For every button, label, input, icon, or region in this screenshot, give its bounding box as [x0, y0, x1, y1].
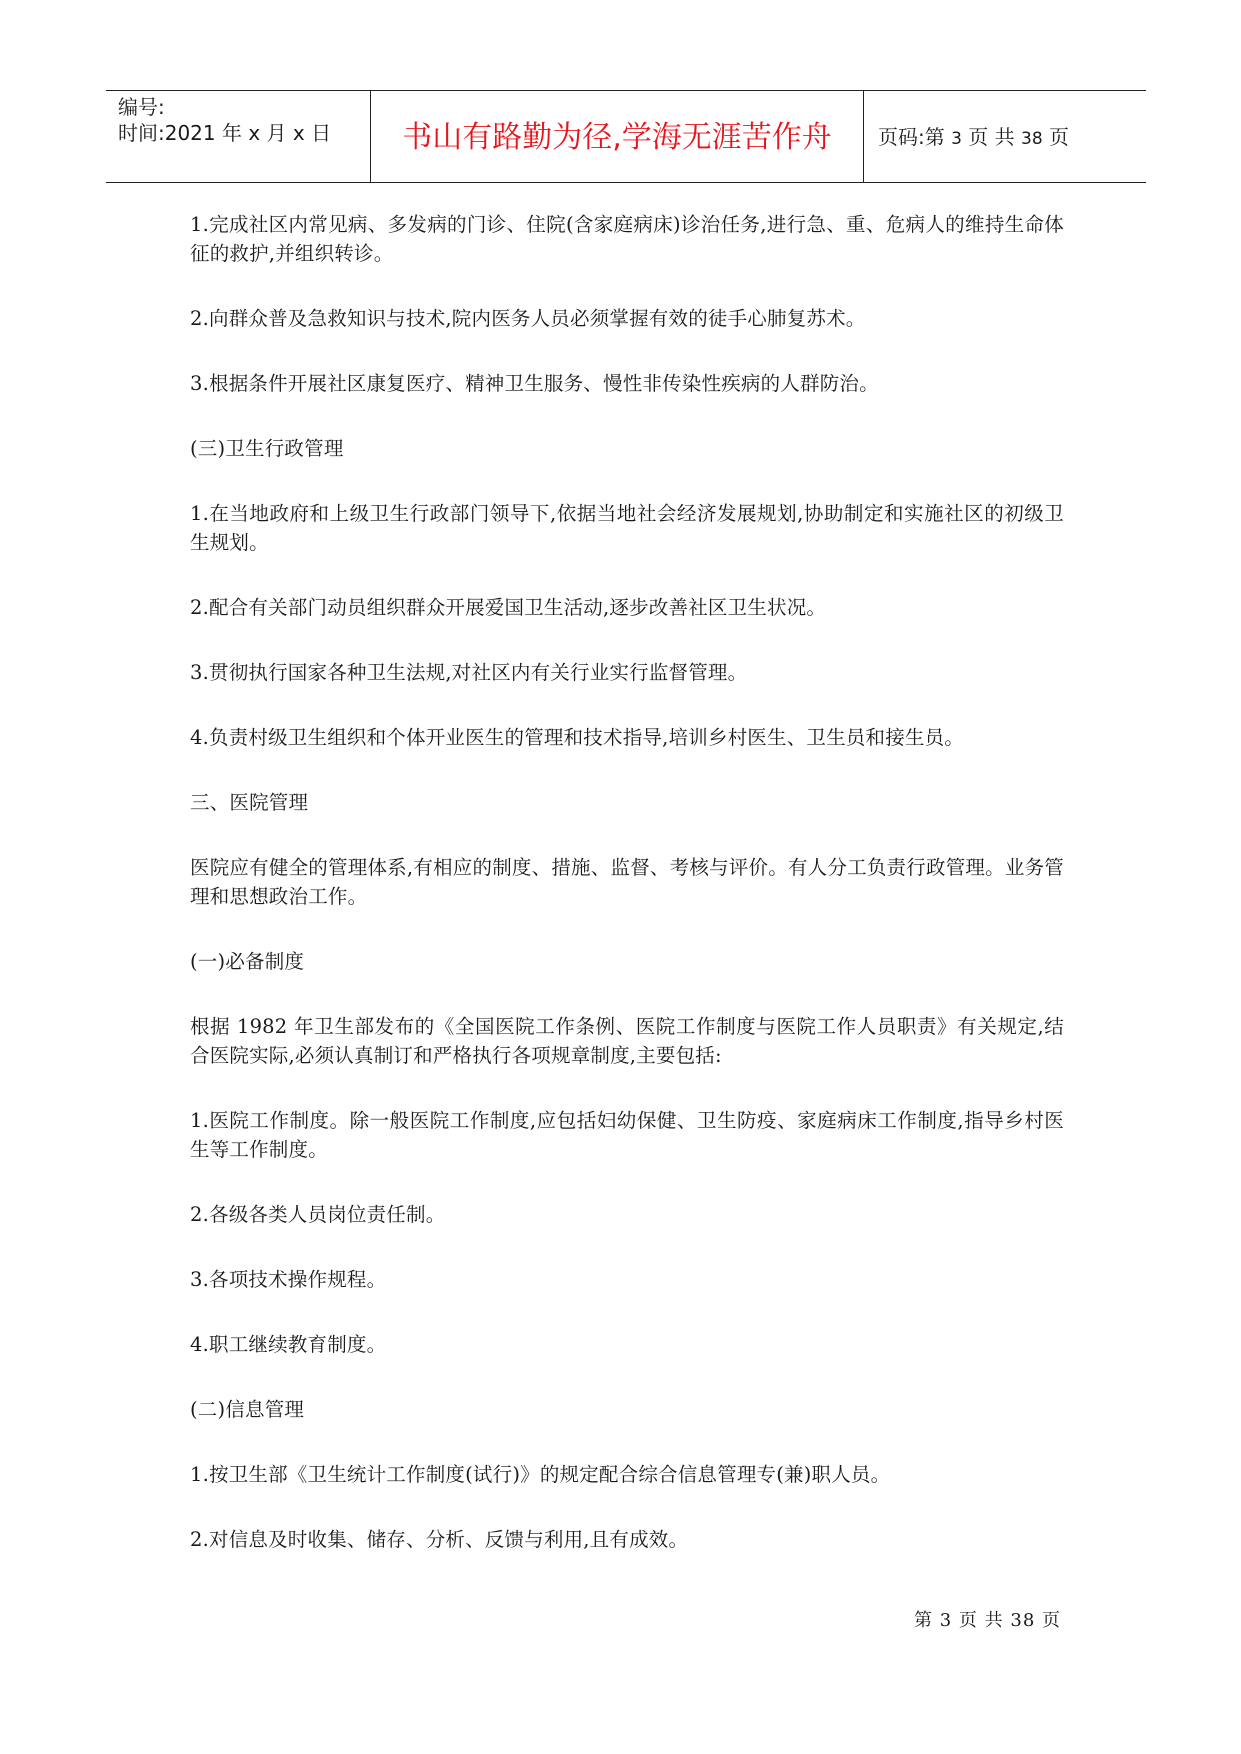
paragraph: 2.向群众普及急救知识与技术,院内医务人员必须掌握有效的徒手心肺复苏术。 — [190, 307, 866, 330]
page-footer: 第 3 页 共 38 页 — [914, 1610, 1061, 1631]
page-total: 38 — [1021, 129, 1043, 149]
header-page-number — [878, 123, 1069, 153]
paragraph: 4.职工继续教育制度。 — [190, 1333, 387, 1356]
document-body — [190, 210, 1064, 1590]
page-header — [106, 90, 1146, 183]
paragraph: 医院应有健全的管理体系,有相应的制度、措施、监督、考核与评价。有人分工负责行政管理。业务管理和思想政治工作。 — [190, 856, 1064, 908]
page-mid: 页 共 — [961, 125, 1022, 149]
paragraph: 1.完成社区内常见病、多发病的门诊、住院(含家庭病床)诊治任务,进行急、重、危病人的维持生命体征的救护,并组织转诊。 — [190, 213, 1064, 265]
paragraph: 2.各级各类人员岗位责任制。 — [190, 1203, 446, 1226]
page-suffix: 页 — [1042, 125, 1070, 149]
paragraph: 3.根据条件开展社区康复医疗、精神卫生服务、慢性非传染性疾病的人群防治。 — [190, 372, 879, 395]
section-heading: (二)信息管理 — [190, 1398, 305, 1421]
paragraph: 根据 1982 年卫生部发布的《全国医院工作条例、医院工作制度与医院工作人员职责》有关规定,结合医院实际,必须认真制订和严格执行各项规章制度,主要包括: — [190, 1015, 1064, 1067]
header-info-cell — [106, 91, 371, 182]
section-heading: 三、医院管理 — [190, 791, 309, 814]
paragraph: 4.负责村级卫生组织和个体开业医生的管理和技术指导,培训乡村医生、卫生员和接生员。 — [190, 726, 965, 749]
time-label: 时间:2021 年 x 月 x 日 — [118, 121, 332, 145]
paragraph: 2.配合有关部门动员组织群众开展爱国卫生活动,逐步改善社区卫生状况。 — [190, 596, 827, 619]
section-heading: (三)卫生行政管理 — [190, 437, 344, 460]
motto: 书山有路勤为径,学海无涯苦作舟 — [402, 120, 832, 155]
paragraph: 1.按卫生部《卫生统计工作制度(试行)》的规定配合综合信息管理专(兼)职人员。 — [190, 1463, 891, 1486]
section-heading: (一)必备制度 — [190, 950, 305, 973]
paragraph: 3.各项技术操作规程。 — [190, 1268, 387, 1291]
serial-label: 编号: — [118, 95, 165, 119]
page-prefix: 页码:第 — [878, 125, 952, 149]
header-page-cell — [864, 91, 1146, 182]
header-motto-cell — [371, 91, 864, 182]
paragraph: 1.在当地政府和上级卫生行政部门领导下,依据当地社会经济发展规划,协助制定和实施社区的初级卫生规划。 — [190, 502, 1064, 554]
page-current: 3 — [951, 129, 962, 149]
paragraph: 1.医院工作制度。除一般医院工作制度,应包括妇幼保健、卫生防疫、家庭病床工作制度,指导乡村医生等工作制度。 — [190, 1109, 1064, 1161]
paragraph: 3.贯彻执行国家各种卫生法规,对社区内有关行业实行监督管理。 — [190, 661, 748, 684]
paragraph: 2.对信息及时收集、储存、分析、反馈与利用,且有成效。 — [190, 1528, 689, 1551]
